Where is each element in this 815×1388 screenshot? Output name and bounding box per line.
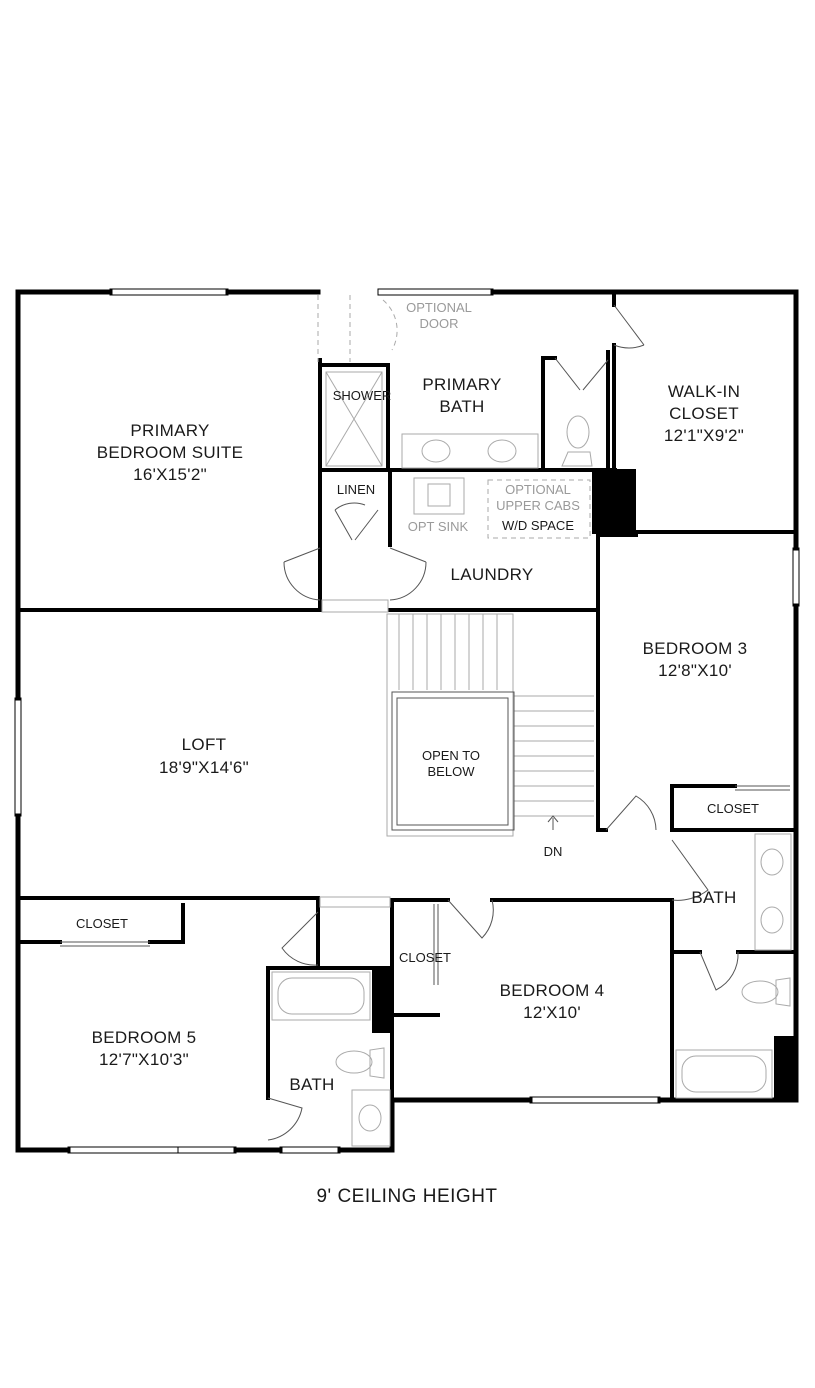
bedroom3-closet-label: CLOSET	[706, 801, 760, 816]
staircase	[387, 614, 594, 836]
bedroom4-name: BEDROOM 4	[499, 981, 605, 1000]
loft-name: LOFT	[181, 735, 227, 754]
optional-door-1: OPTIONAL	[406, 300, 472, 315]
shower-label: SHOWER	[332, 388, 392, 403]
walk-in-closet-name-1: WALK-IN	[667, 382, 741, 401]
bedroom3-name: BEDROOM 3	[642, 639, 748, 658]
optional-upper-cabs-2: UPPER CABS	[496, 498, 580, 513]
open-to-below-2: BELOW	[427, 764, 475, 779]
wd-space-label: W/D SPACE	[502, 518, 574, 533]
primary-bath-name-1: PRIMARY	[422, 375, 502, 394]
optional-door-2: DOOR	[419, 316, 459, 331]
laundry-label: LAUNDRY	[450, 565, 534, 584]
primary-bath-name-2: BATH	[439, 397, 485, 416]
linen-label: LINEN	[336, 482, 376, 497]
bedroom5-size: 12'7"X10'3"	[99, 1050, 189, 1069]
open-to-below-1: OPEN TO	[421, 748, 481, 763]
loft-size: 18'9"X14'6"	[159, 758, 249, 777]
stair-direction: DN	[543, 844, 563, 859]
primary-suite-name-1: PRIMARY	[130, 421, 210, 440]
ceiling-height-note: 9' CEILING HEIGHT	[316, 1186, 498, 1207]
walk-in-closet-name-2: CLOSET	[669, 404, 739, 423]
primary-suite-name-2: BEDROOM SUITE	[96, 443, 244, 462]
opt-sink-label: OPT SINK	[407, 519, 469, 534]
room-labels	[76, 300, 759, 1207]
bedroom5-closet-label: CLOSET	[75, 916, 129, 931]
bedroom3-size: 12'8"X10'	[658, 661, 732, 680]
bedroom5-name: BEDROOM 5	[91, 1028, 197, 1047]
bedroom4-closet-label: CLOSET	[398, 950, 452, 965]
right-bath-label: BATH	[691, 888, 737, 907]
bedroom4-size: 12'X10'	[523, 1003, 581, 1022]
left-bath-label: BATH	[289, 1075, 335, 1094]
walk-in-closet-size: 12'1"X9'2"	[663, 426, 745, 445]
primary-suite-size: 16'X15'2"	[133, 465, 207, 484]
optional-upper-cabs-1: OPTIONAL	[505, 482, 571, 497]
